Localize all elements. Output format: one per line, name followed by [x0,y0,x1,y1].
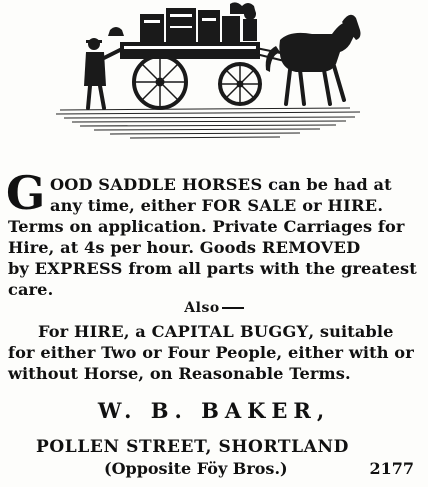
secondary-paragraph [8,321,422,384]
paragraph-line [8,321,422,342]
also-label: Also [184,300,220,316]
text-run: HIRE. [327,196,384,215]
horse-and-wagon-illustration [50,0,380,150]
paragraph-line: for either Two or Four People, either with or [8,343,414,362]
paragraph-line: Terms on application. Private Carriages for [8,217,405,236]
text-run: any time, either [50,196,202,215]
advertiser-address: POLLEN STREET, SHORTLAND [36,437,349,457]
text-run: , suitable [308,322,394,341]
advertiser-name: W. B. BAKER, [97,398,331,423]
paragraph-line: without Horse, on Reasonable Terms. [8,364,351,383]
text-run: by [8,259,35,278]
text-run: can be had at [262,175,392,194]
text-run: For [38,322,74,341]
text-run: , a [123,322,152,341]
text-run: FOR SALE [201,196,297,215]
text-run: OOD [50,175,99,194]
text-run: SADDLE HORSES [98,175,263,194]
text-run: Hire, at 4s per hour. Goods [8,238,262,257]
text-run: or [296,196,328,215]
text-run: HIRE [73,322,124,341]
text-run: REMOVED [261,238,361,257]
text-run: CAPITAL BUGGY [151,322,309,341]
text-run: EXPRESS [34,259,123,278]
paragraph-line [8,237,422,258]
paragraph-line [8,258,422,279]
advert-reference-number: 2177 [369,459,414,478]
text-run: from all parts with the greatest [122,259,417,278]
address-landmark: (Opposite Föy Bros.) [104,459,288,478]
separator-dash [222,307,244,309]
drop-cap-letter: G [6,166,46,220]
paragraph-line: care. [8,280,54,299]
paragraph-line [8,174,422,195]
main-paragraph [8,174,422,300]
paragraph-line [8,195,422,216]
also-separator [0,300,428,316]
